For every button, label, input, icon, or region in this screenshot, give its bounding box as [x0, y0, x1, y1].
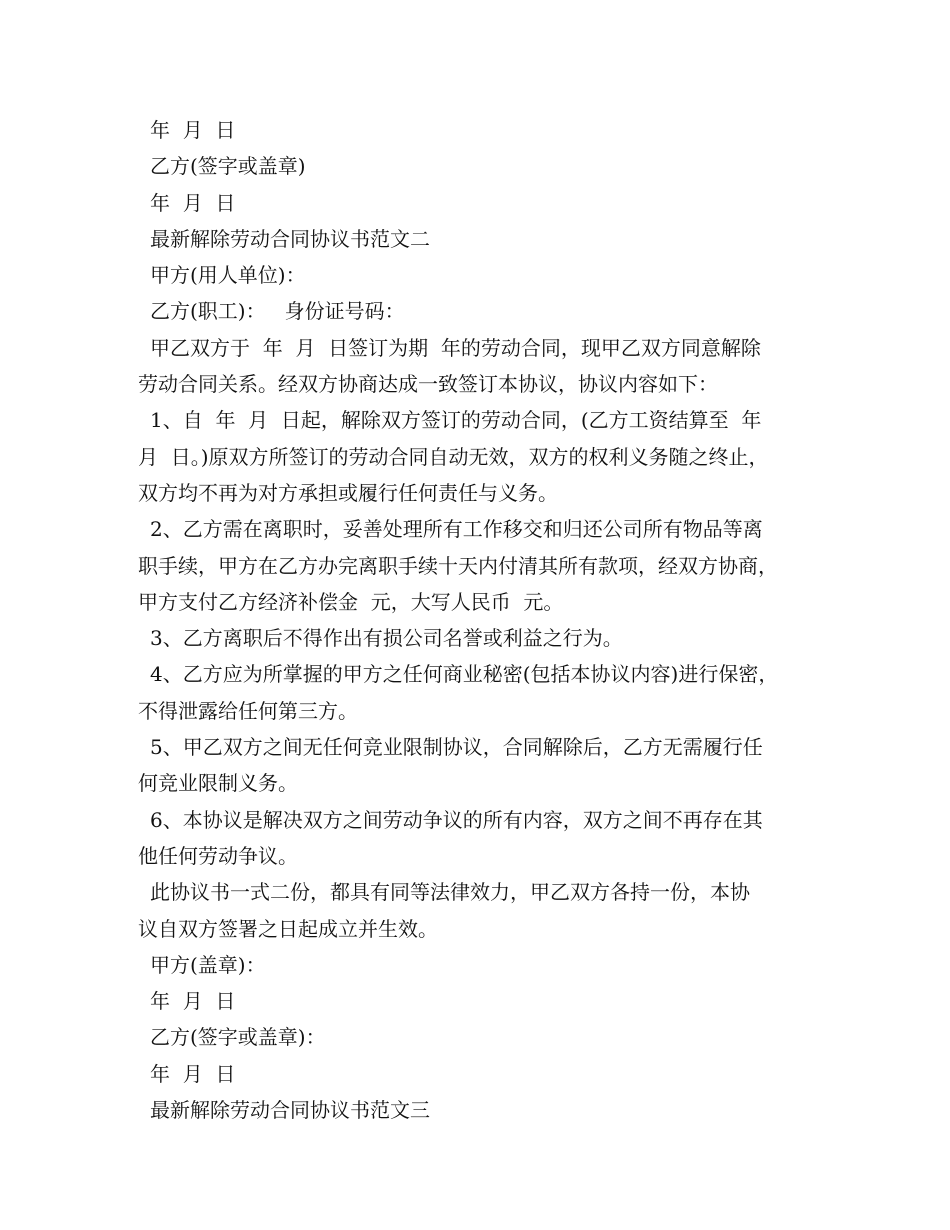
clause-3-line-1: 3、乙方离职后不得作出有损公司名誉或利益之行为。	[150, 626, 623, 651]
intro-paragraph-line-1: 甲乙双方于 年 月 日签订为期 年的劳动合同，现甲乙双方同意解除	[150, 335, 761, 360]
clause-2-line-2: 职手续，甲方在乙方办完离职手续十天内付清其所有款项，经双方协商，	[138, 553, 778, 578]
clause-2-line-3: 甲方支付乙方经济补偿金 元，大写人民币 元。	[138, 589, 564, 614]
clause-6-line-2: 他任何劳动争议。	[138, 843, 298, 868]
party-b-signature-label-2: 乙方(签字或盖章)：	[150, 1025, 326, 1050]
party-a-employer-label: 甲方(用人单位)：	[150, 263, 306, 288]
clause-2-line-1: 2、乙方需在离职时，妥善处理所有工作移交和归还公司所有物品等离	[150, 517, 763, 542]
clause-1-line-3: 双方均不再为对方承担或履行任何责任与义务。	[138, 480, 558, 505]
closing-paragraph-line-1: 此协议书一式二份，都具有同等法律效力，甲乙双方各持一份，本协	[150, 880, 750, 905]
party-b-signature-label-1: 乙方(签字或盖章)	[150, 154, 306, 179]
date-line-2: 年 月 日	[150, 190, 236, 215]
clause-4-line-1: 4、乙方应为所掌握的甲方之任何商业秘密(包括本协议内容)进行保密，	[150, 662, 779, 687]
clause-5-line-2: 何竞业限制义务。	[138, 771, 298, 796]
intro-paragraph-line-2: 劳动合同关系。经双方协商达成一致签订本协议，协议内容如下：	[138, 372, 718, 397]
party-b-employee-label: 乙方(职工)： 身份证号码：	[150, 299, 405, 324]
date-line-3: 年 月 日	[150, 989, 236, 1014]
clause-4-line-2: 不得泄露给任何第三方。	[138, 698, 358, 723]
clause-6-line-1: 6、本协议是解决双方之间劳动争议的所有内容，双方之间不再存在其	[150, 807, 763, 832]
party-a-seal-label: 甲方(盖章)：	[150, 952, 266, 977]
clause-1-line-2: 月 日。)原双方所签订的劳动合同自动无效，双方的权利义务随之终止，	[138, 444, 769, 469]
closing-paragraph-line-2: 议自双方签署之日起成立并生效。	[138, 916, 438, 941]
section-title-2: 最新解除劳动合同协议书范文二	[150, 226, 430, 251]
document-body	[138, 112, 818, 1128]
date-line-4: 年 月 日	[150, 1061, 236, 1086]
section-title-3: 最新解除劳动合同协议书范文三	[150, 1098, 430, 1123]
clause-5-line-1: 5、甲乙双方之间无任何竞业限制协议，合同解除后，乙方无需履行任	[150, 735, 763, 760]
date-line-1: 年 月 日	[150, 118, 236, 142]
clause-1-line-1: 1、自 年 月 日起，解除双方签订的劳动合同，(乙方工资结算至 年	[150, 408, 762, 433]
